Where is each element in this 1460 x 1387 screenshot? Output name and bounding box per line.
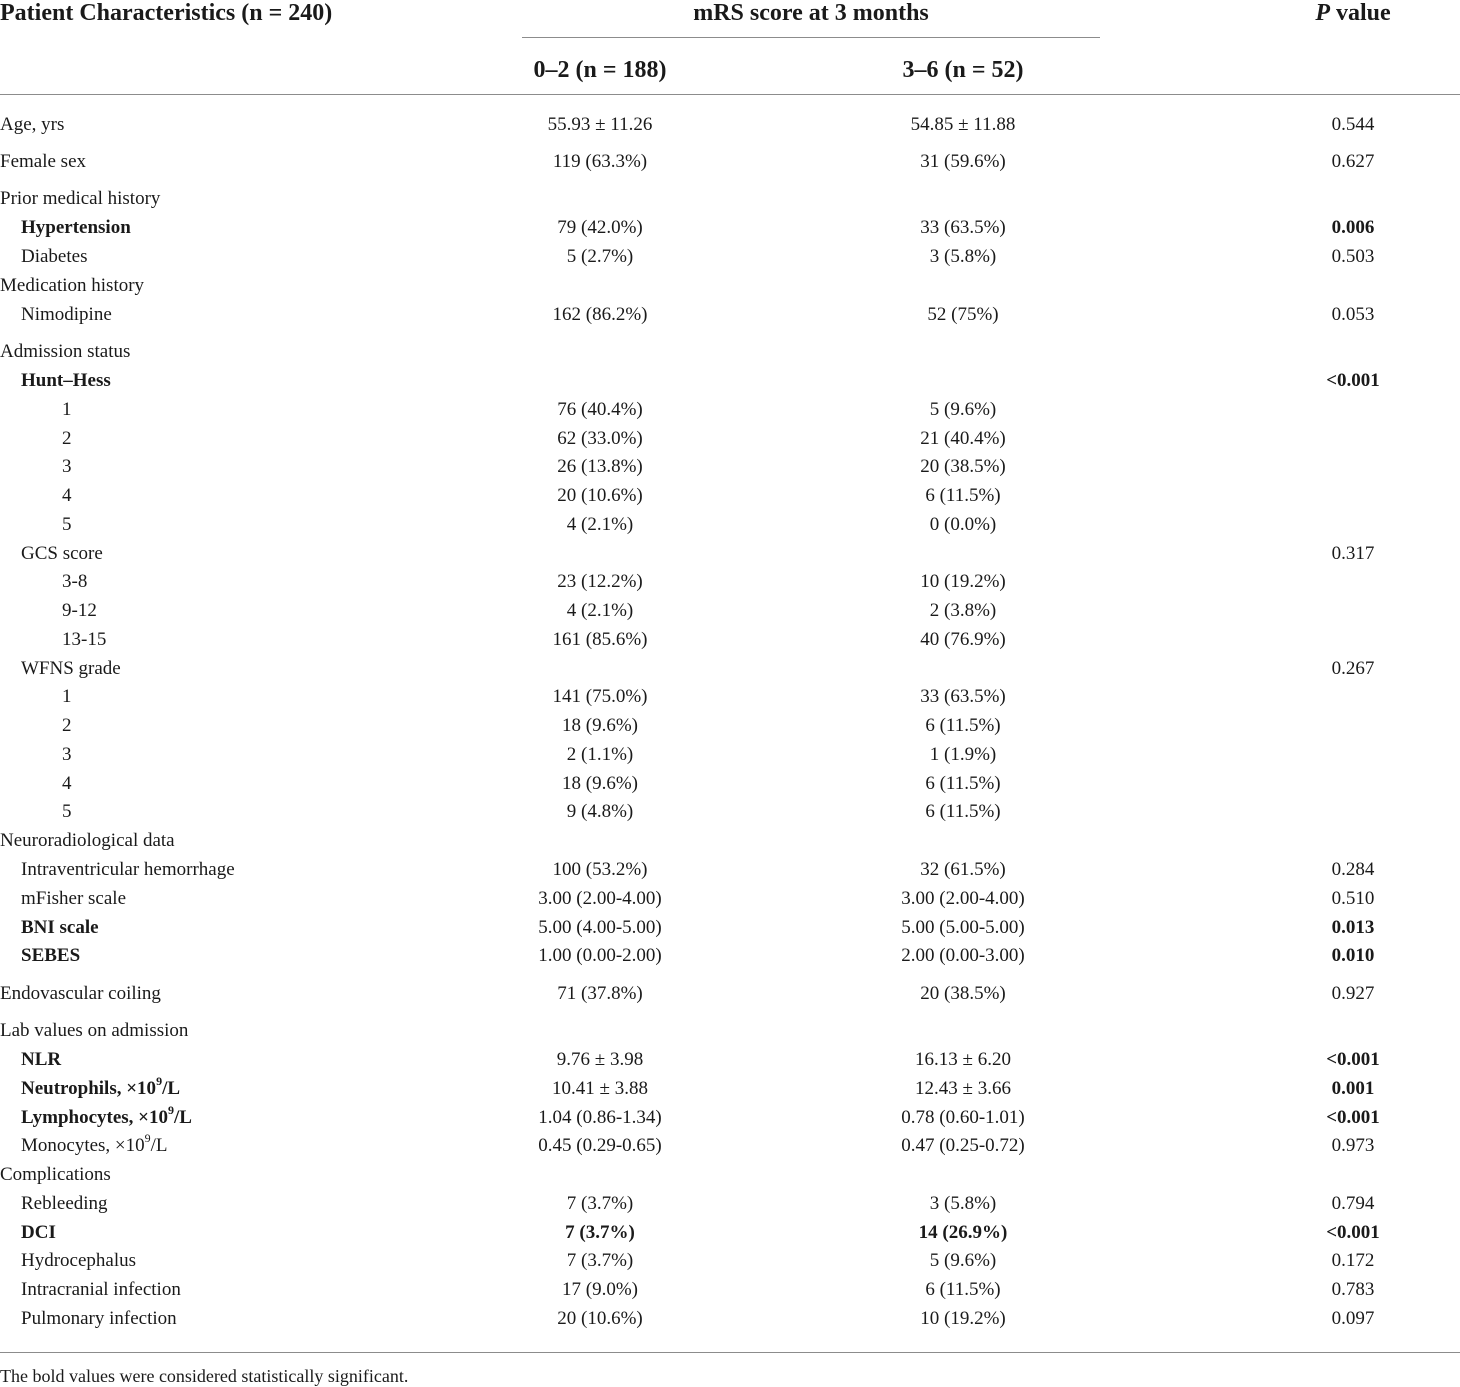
cell-group-b: 14 (26.9%): [918, 1222, 1008, 1243]
table-row: [0, 112, 1460, 138]
row-label: 3-8: [62, 571, 88, 592]
row-label: Female sex: [0, 151, 87, 172]
row-label: Hydrocephalus: [21, 1250, 137, 1271]
cell-p-value: 0.013: [1331, 917, 1375, 938]
table-row: [0, 742, 1460, 768]
table-row: [0, 915, 1460, 941]
cell-p-value: 0.010: [1331, 945, 1375, 966]
cell-p-value: 0.783: [1331, 1279, 1375, 1300]
cell-group-a: 0.45 (0.29-0.65): [538, 1135, 662, 1156]
cell-group-b: 54.85 ± 11.88: [910, 114, 1016, 135]
cell-group-a: 119 (63.3%): [552, 151, 648, 172]
table-row: [0, 799, 1460, 825]
row-label: Lymphocytes, $\times 10^9/L$: [21, 1102, 192, 1128]
cell-group-a: 20 (10.6%): [557, 1308, 643, 1329]
row-label: Pulmonary infection: [21, 1308, 177, 1329]
table-row: [0, 1018, 1460, 1044]
row-label: 2: [62, 428, 72, 449]
cell-group-b: 31 (59.6%): [920, 151, 1006, 172]
row-label: Neutrophils, $\times 10^9/L$: [21, 1073, 181, 1099]
cell-group-a: 18 (9.6%): [562, 715, 638, 736]
row-label: WFNS grade: [21, 658, 121, 679]
row-label: 2: [62, 715, 72, 736]
row-label: Age, yrs: [0, 114, 65, 135]
table-row: [0, 273, 1460, 299]
header-bottom-rule: [0, 94, 1460, 95]
cell-group-b: 6 (11.5%): [925, 773, 1001, 794]
table-row: [0, 981, 1460, 1007]
row-label: Hunt–Hess: [21, 370, 111, 391]
row-label: DCI: [21, 1222, 56, 1243]
cell-p-value: 0.510: [1331, 888, 1375, 909]
row-label: mFisher scale: [21, 888, 127, 909]
table-row: [0, 541, 1460, 567]
cell-group-a: 79 (42.0%): [557, 217, 643, 238]
row-label: 1: [62, 686, 72, 707]
cell-p-value: 0.927: [1331, 983, 1375, 1004]
cell-group-a: 4 (2.1%): [566, 514, 634, 535]
table-row: [0, 426, 1460, 452]
table-row: [0, 1277, 1460, 1303]
cell-p-value: 0.172: [1331, 1250, 1375, 1271]
row-label: SEBES: [21, 945, 81, 966]
table-row: [0, 1047, 1460, 1073]
p-value-header: [1253, 0, 1453, 26]
row-label: 4: [62, 773, 72, 794]
table-row: [0, 1191, 1460, 1217]
cell-group-b: 5 (9.6%): [929, 1250, 997, 1271]
cell-p-value: 0.627: [1331, 151, 1375, 172]
cell-group-b: 6 (11.5%): [925, 801, 1001, 822]
mrs-group-header: mRS score at 3 months: [693, 0, 929, 26]
row-label: Neuroradiological data: [0, 830, 175, 851]
table-row: [0, 339, 1460, 365]
cell-group-b: 2.00 (0.00-3.00): [901, 945, 1025, 966]
cell-group-a: 76 (40.4%): [557, 399, 643, 420]
row-label: Hypertension: [21, 217, 131, 238]
row-label: 5: [62, 801, 72, 822]
table-footnote: The bold values were considered statistically significant.: [0, 1366, 409, 1386]
cell-group-a: 5 (2.7%): [566, 246, 634, 267]
row-label: NLR: [21, 1049, 62, 1070]
table-row: [0, 857, 1460, 883]
cell-group-a: 2 (1.1%): [566, 744, 634, 765]
cell-group-b: 0 (0.0%): [929, 514, 997, 535]
group-b-header: 3–6 (n = 52): [902, 57, 1024, 83]
row-label: Nimodipine: [21, 304, 112, 325]
cell-group-b: 1 (1.9%): [929, 744, 997, 765]
row-label: Diabetes: [21, 246, 88, 267]
row-label: Rebleeding: [21, 1193, 108, 1214]
row-label: Complications: [0, 1164, 111, 1185]
cell-group-b: 6 (11.5%): [925, 1279, 1001, 1300]
table-row: [0, 569, 1460, 595]
table-row: [0, 1102, 1460, 1131]
cell-p-value: 0.053: [1331, 304, 1375, 325]
cell-group-b: 16.13 ± 6.20: [915, 1049, 1011, 1070]
table-row: [0, 943, 1460, 969]
cell-group-b: 3.00 (2.00-4.00): [901, 888, 1025, 909]
table-row: [0, 149, 1460, 175]
table-row: [0, 684, 1460, 710]
table-row: [0, 1162, 1460, 1188]
cell-group-b: 32 (61.5%): [920, 859, 1006, 880]
cell-group-b: 33 (63.5%): [920, 686, 1006, 707]
cell-p-value: <0.001: [1326, 370, 1380, 391]
table-row: [0, 598, 1460, 624]
cell-group-a: 55.93 ± 11.26: [547, 114, 653, 135]
cell-group-a: 9.76 ± 3.98: [556, 1049, 644, 1070]
row-label-superscript: 9: [156, 1073, 163, 1088]
cell-p-value: 0.267: [1331, 658, 1375, 679]
cell-p-value: 0.503: [1331, 246, 1375, 267]
p-value-header-text: value: [1330, 0, 1391, 26]
cell-group-a: 18 (9.6%): [562, 773, 638, 794]
cell-p-value: 0.006: [1331, 217, 1375, 238]
table-row: [0, 1130, 1460, 1159]
row-label: 4: [62, 485, 72, 506]
cell-group-a: 161 (85.6%): [552, 629, 648, 650]
row-label: BNI scale: [21, 917, 99, 938]
table-row: [0, 302, 1460, 328]
cell-group-b: 10 (19.2%): [920, 571, 1006, 592]
table-row: [0, 397, 1460, 423]
cell-group-a: 100 (53.2%): [552, 859, 648, 880]
table-row: [0, 713, 1460, 739]
table-row: [0, 215, 1460, 241]
row-label: 5: [62, 514, 72, 535]
cell-group-b: 2 (3.8%): [929, 600, 997, 621]
cell-group-b: 5.00 (5.00-5.00): [901, 917, 1025, 938]
cell-group-b: 6 (11.5%): [925, 715, 1001, 736]
row-label: Intracranial infection: [21, 1279, 181, 1300]
cell-p-value: 0.001: [1331, 1078, 1375, 1099]
row-label: Prior medical history: [0, 188, 161, 209]
cell-group-a: 62 (33.0%): [557, 428, 643, 449]
table-row: [0, 1248, 1460, 1274]
row-label-superscript: 9: [168, 1102, 174, 1117]
p-value-header-italic: P: [1315, 0, 1330, 26]
cell-p-value: 0.317: [1331, 543, 1375, 564]
cell-group-a: 7 (3.7%): [566, 1193, 634, 1214]
cell-group-a: 4 (2.1%): [566, 600, 634, 621]
cell-group-b: 12.43 ± 3.66: [915, 1078, 1011, 1099]
row-label: Admission status: [0, 341, 131, 362]
cell-p-value: 0.794: [1331, 1193, 1375, 1214]
cell-group-b: 0.47 (0.25-0.72): [901, 1135, 1025, 1156]
row-label: 3: [62, 456, 72, 477]
table-row: [0, 627, 1460, 653]
table-row: [0, 186, 1460, 212]
cell-group-a: 1.00 (0.00-2.00): [538, 945, 662, 966]
cell-group-b: 5 (9.6%): [929, 399, 997, 420]
cell-group-a: 1.04 (0.86-1.34): [538, 1107, 662, 1128]
row-label: 1: [62, 399, 72, 420]
table-row: [0, 244, 1460, 270]
cell-group-a: 9 (4.8%): [566, 801, 634, 822]
row-label: GCS score: [21, 543, 103, 564]
cell-group-a: 162 (86.2%): [552, 304, 648, 325]
table-row: [0, 771, 1460, 797]
row-label-superscript: 9: [144, 1130, 151, 1145]
cell-group-a: 141 (75.0%): [552, 686, 648, 707]
table-row: [0, 1306, 1460, 1332]
row-label: Medication history: [0, 275, 145, 296]
table-row: [0, 454, 1460, 480]
table-row: [0, 656, 1460, 682]
cell-p-value: 0.097: [1331, 1308, 1375, 1329]
cell-group-a: 7 (3.7%): [566, 1250, 634, 1271]
cell-group-a: 26 (13.8%): [557, 456, 643, 477]
row-label: Monocytes, $\times 10^9/L$: [21, 1130, 168, 1156]
table-bottom-rule: [0, 1352, 1460, 1353]
cell-p-value: 0.973: [1331, 1135, 1375, 1156]
cell-group-a: 10.41 ± 3.88: [552, 1078, 648, 1099]
row-label: 9-12: [62, 600, 97, 621]
cell-p-value: 0.544: [1331, 114, 1375, 135]
cell-group-a: 20 (10.6%): [557, 485, 643, 506]
row-label: Intraventricular hemorrhage: [21, 859, 235, 880]
cell-group-b: 10 (19.2%): [920, 1308, 1006, 1329]
row-label: Lab values on admission: [0, 1020, 189, 1041]
cell-group-a: 3.00 (2.00-4.00): [538, 888, 662, 909]
cell-group-b: 3 (5.8%): [929, 1193, 997, 1214]
group-header-rule: [522, 37, 1100, 38]
cell-p-value: <0.001: [1326, 1049, 1380, 1070]
group-a-header: 0–2 (n = 188): [533, 57, 667, 83]
cell-group-b: 52 (75%): [927, 304, 999, 325]
table-row: [0, 886, 1460, 912]
row-label: 3: [62, 744, 72, 765]
table-row: [0, 368, 1460, 394]
cell-group-a: 23 (12.2%): [557, 571, 643, 592]
cell-p-value: <0.001: [1326, 1222, 1380, 1243]
table-row: [0, 828, 1460, 854]
cell-group-b: 3 (5.8%): [929, 246, 997, 267]
cell-group-a: 5.00 (4.00-5.00): [538, 917, 662, 938]
cell-group-a: 71 (37.8%): [557, 983, 643, 1004]
cell-group-b: 20 (38.5%): [920, 456, 1006, 477]
row-label: 13-15: [62, 629, 107, 650]
cell-group-a: 7 (3.7%): [565, 1222, 635, 1243]
cell-group-a: 17 (9.0%): [562, 1279, 638, 1300]
cell-group-b: 33 (63.5%): [920, 217, 1006, 238]
patient-characteristics-header: Patient Characteristics (n = 240): [0, 0, 333, 26]
row-label: Endovascular coiling: [0, 983, 161, 1004]
table-row: [0, 1220, 1460, 1246]
cell-group-b: 21 (40.4%): [920, 428, 1006, 449]
cell-group-b: 0.78 (0.60-1.01): [901, 1107, 1025, 1128]
cell-group-b: 6 (11.5%): [925, 485, 1001, 506]
table-row: [0, 1073, 1460, 1102]
cell-p-value: 0.284: [1331, 859, 1375, 880]
cell-group-b: 40 (76.9%): [920, 629, 1006, 650]
cell-p-value: <0.001: [1326, 1107, 1380, 1128]
cell-group-b: 20 (38.5%): [920, 983, 1006, 1004]
table-row: [0, 512, 1460, 538]
table-row: [0, 483, 1460, 509]
